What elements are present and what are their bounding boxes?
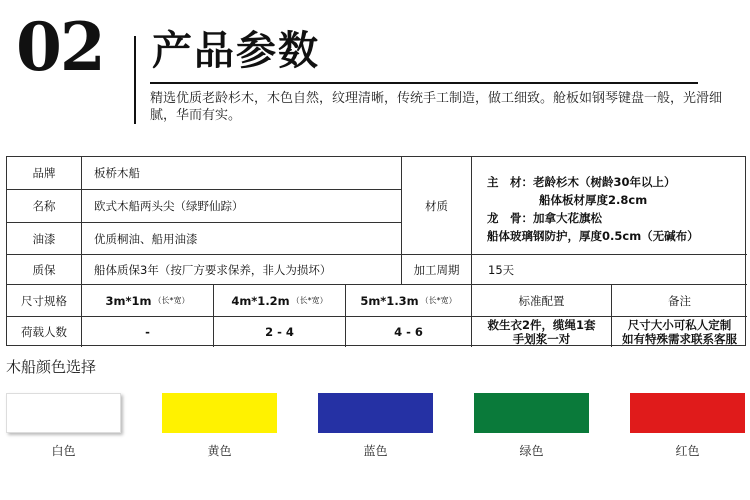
size-option-1: 3m*1m （长*宽）: [82, 285, 214, 317]
paint-value: 优质桐油、船用油漆: [82, 223, 402, 255]
paint-label: 油漆: [7, 223, 82, 255]
material-fiberglass: 船体玻璃钢防护，厚度0.5cm（无碱布）: [487, 229, 699, 243]
material-label: 材质: [402, 157, 472, 255]
size-label: 尺寸规格: [7, 285, 82, 317]
section-description: 精选优质老龄杉木，木色自然，纹理清晰，传统手工制造，做工细致。舱板如钢琴键盘一般，光滑细腻，华而有实。: [150, 91, 723, 123]
brand-value: 板桥木船: [82, 157, 402, 190]
warranty-label: 质保: [7, 255, 82, 285]
color-swatch-yellow: [162, 393, 277, 433]
size-option-3: 5m*1.3m （长*宽）: [346, 285, 472, 317]
remarks-value: 尺寸大小可私人定制 如有特殊需求联系客服: [622, 318, 737, 346]
name-value: 欧式木船两头尖（绿野仙踪）: [82, 190, 402, 223]
standard-config-label: 标准配置: [472, 285, 612, 317]
color-swatch-green: [474, 393, 589, 433]
color-swatch-white: [6, 393, 121, 433]
color-label-green: 绿色: [519, 444, 544, 458]
section-divider-horizontal: [150, 82, 698, 84]
material-main-wood: 主 材：老龄杉木（树龄30年以上）: [487, 175, 676, 189]
section-title: 产品参数: [152, 28, 320, 74]
standard-config-value: 救生衣2件，缆绳1套 手划浆一对: [472, 317, 612, 347]
capacity-value-2: 2 - 4: [214, 317, 346, 347]
color-label-white: 白色: [51, 444, 76, 458]
material-keel: 龙 骨：加拿大花旗松: [487, 211, 602, 225]
capacity-label: 荷载人数: [7, 317, 82, 347]
capacity-value-3: 4 - 6: [346, 317, 472, 347]
size-option-2: 4m*1.2m （长*宽）: [214, 285, 346, 317]
section-divider-vertical: [134, 36, 136, 124]
color-label-blue: 蓝色: [363, 444, 388, 458]
color-options-title: 木船颜色选择: [6, 358, 97, 376]
section-number: 02: [16, 8, 104, 86]
lead-time-label: 加工周期: [402, 255, 472, 285]
capacity-value-1: -: [82, 317, 214, 347]
warranty-value: 船体质保3年（按厂方要求保养，非人为损坏）: [82, 255, 402, 285]
material-board-thickness: 船体板材厚度2.8cm: [539, 193, 648, 207]
brand-label: 品牌: [7, 157, 82, 190]
name-label: 名称: [7, 190, 82, 223]
color-label-red: 红色: [675, 444, 700, 458]
color-label-yellow: 黄色: [207, 444, 232, 458]
remarks-label: 备注: [612, 285, 747, 317]
material-value: [475, 166, 745, 256]
color-swatch-red: [630, 393, 745, 433]
lead-time-value: 15天: [472, 255, 747, 285]
color-swatch-blue: [318, 393, 433, 433]
